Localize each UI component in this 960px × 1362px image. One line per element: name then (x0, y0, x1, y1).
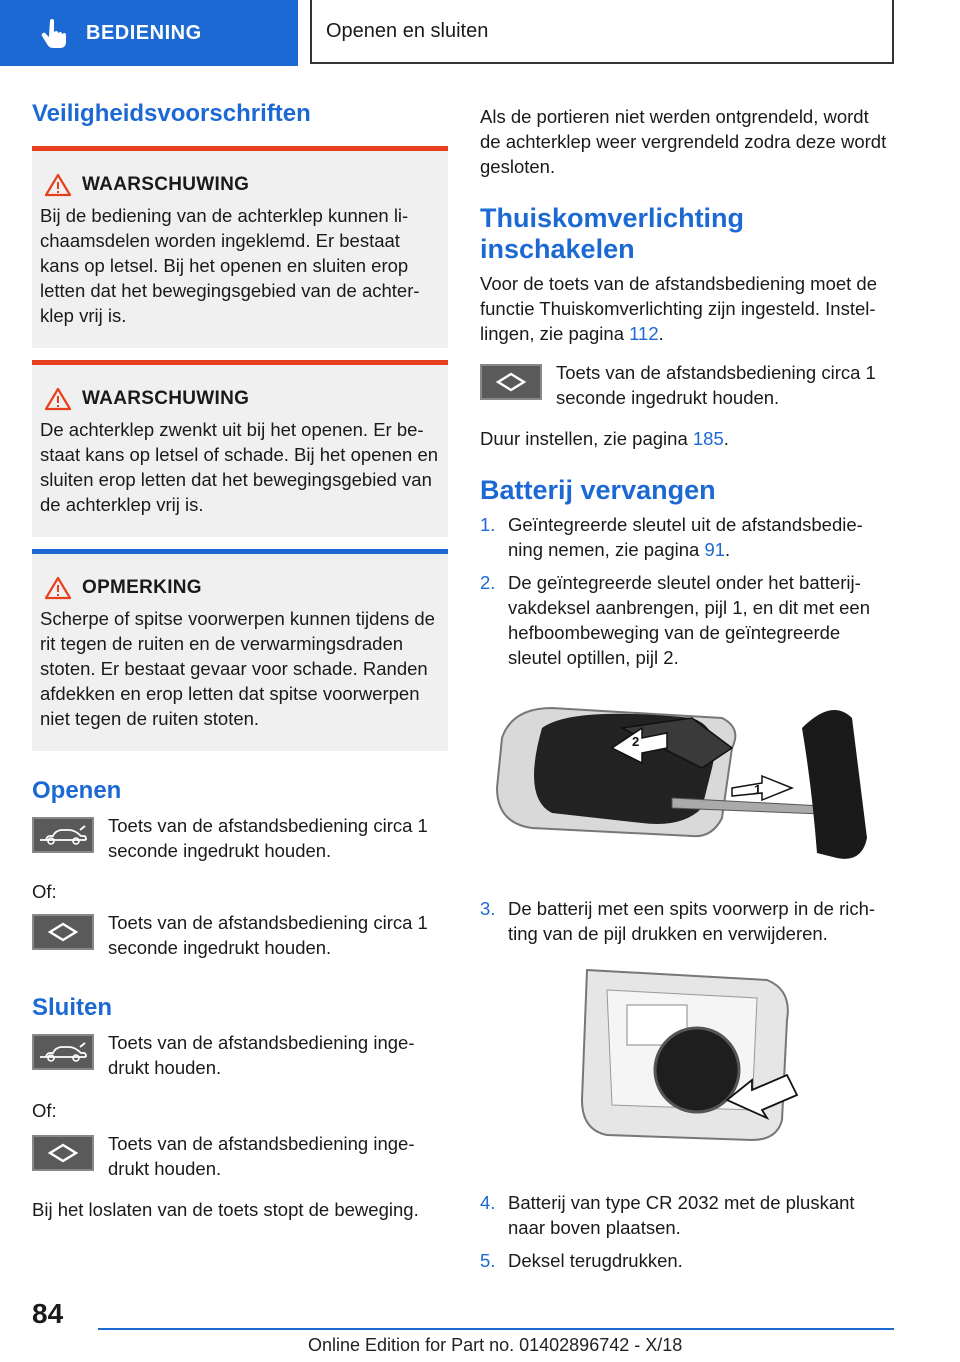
battery-heading: Batterij vervangen (480, 475, 716, 505)
open-step-2: Toets van de afstandsbediening circa 1 seconde ingedrukt houden. (108, 912, 428, 958)
list-item: 2. De geïntegreerde sleutel onder het batterij-vakdeksel aanbrengen, pijl 1, en dit met een hefboombeweging van de geïntegreerde sleutel optillen, pijl 2. (480, 572, 871, 668)
chapter-title: Openen en sluiten (310, 0, 894, 64)
arrow-2-label: 2 (632, 734, 640, 749)
close-step-2: Toets van de afstandsbediening inge-drukt houden. (108, 1133, 415, 1179)
hand-pointer-icon (38, 16, 72, 50)
list-item: 1. Geïntegreerde sleutel uit de afstandsbedie-ning nemen, zie pagina 91. (480, 514, 863, 560)
arrow-1-label: 1 (754, 782, 762, 797)
note-box (32, 549, 448, 751)
battery-steps-end (480, 1190, 894, 1273)
close-release-text: Bij het loslaten van de toets stopt de beweging. (32, 1199, 419, 1220)
open-or: Of: (32, 881, 57, 902)
duration-text: Duur instellen, zie pagina 185. (480, 428, 729, 449)
warning-text: De achterklep zwenkt uit bij het openen. Er be-staat kans op letsel of schade. Bij het openen en sluiten erop letten dat het bewegingsgebied van de achterklep vrij is. (40, 419, 439, 515)
diamond-button-icon (36, 919, 90, 945)
close-heading: Sluiten (32, 994, 113, 1021)
warning-title: WAARSCHUWING (82, 174, 250, 195)
warning-title: WAARSCHUWING (82, 388, 250, 409)
note-text: Scherpe of spitse voorwerpen kunnen tijdens de rit tegen de ruiten en de verwarmingsdraden stoten. Er bestaat gevaar voor schade. Randen afdekken en erop letten dat spitse voorwerpen niet tegen de ruiten stoten. (40, 608, 435, 729)
battery-steps-cont (480, 896, 894, 946)
warning-text: Bij de bediening van de achterklep kunnen li-chaamsdelen worden ingeklemd. Er bestaat kans op letsel. Bij het openen en sluiten erop letten dat het bewegingsgebied van de achter-klep vrij is. (40, 205, 420, 326)
open-heading: Openen (32, 777, 122, 804)
diamond-button-icon (484, 369, 538, 395)
home-light-key-row (480, 360, 894, 410)
car-tailgate-icon (36, 822, 90, 848)
battery-removal-illustration (480, 960, 894, 1150)
home-light-heading: Thuiskomverlichting inschakelen (480, 203, 745, 264)
close-key-row (32, 1030, 448, 1080)
footer-divider (98, 1328, 894, 1330)
warning-box-1 (32, 146, 448, 348)
warning-box-2 (32, 360, 448, 537)
diamond-button-icon (36, 1140, 90, 1166)
remote-button-image (32, 914, 94, 950)
open-key-row (32, 813, 448, 863)
footer-edition: Online Edition for Part no. 01402896742 - X/18 (308, 1335, 683, 1355)
right-column (480, 100, 894, 1273)
list-item: 4. Batterij van type CR 2032 met de pluskant naar boven plaatsen. (480, 1192, 855, 1238)
home-light-key-text: Toets van de afstandsbediening circa 1 seconde ingedrukt houden. (556, 362, 876, 408)
left-column (32, 100, 448, 1222)
page-link[interactable]: 185 (692, 428, 724, 449)
open-key-row-2 (32, 910, 448, 960)
section-label: BEDIENING (86, 21, 202, 44)
warning-triangle-icon (44, 387, 72, 411)
warning-triangle-icon (44, 173, 72, 197)
list-item: 3. De batterij met een spits voorwerp in de rich-ting van de pijl drukken en verwijderen. (480, 898, 876, 944)
key-removal-illustration (480, 688, 894, 888)
safety-heading: Veiligheidsvoorschriften (32, 100, 311, 127)
warning-triangle-icon (44, 576, 72, 600)
remote-button-image (32, 1135, 94, 1171)
close-step-1: Toets van de afstandsbediening inge-drukt houden. (108, 1032, 415, 1078)
page-header (0, 0, 960, 66)
tailgate-button-image (32, 817, 94, 853)
section-tab (0, 0, 298, 66)
close-key-row-2 (32, 1131, 448, 1181)
note-title: OPMERKING (82, 577, 202, 598)
open-step-1: Toets van de afstandsbediening circa 1 seconde ingedrukt houden. (108, 815, 428, 861)
close-or: Of: (32, 1100, 57, 1121)
tailgate-button-image (32, 1034, 94, 1070)
remote-button-image (480, 364, 542, 400)
battery-steps (480, 512, 894, 670)
page-link[interactable]: 91 (704, 539, 726, 560)
list-item: 5. Deksel terugdrukken. (480, 1250, 683, 1271)
intro-text: Als de portieren niet werden ontgrendeld, wordt de achterklep weer vergrendeld zodra deze wordt gesloten. (480, 106, 887, 177)
page-number: 84 (32, 1298, 64, 1329)
home-light-text: Voor de toets van de afstandsbediening moet de functie Thuiskomverlichting zijn ingesteld. Instel-lingen, zie pagina 112. (480, 273, 878, 344)
page-link[interactable]: 112 (629, 323, 659, 344)
car-tailgate-icon (36, 1039, 90, 1065)
